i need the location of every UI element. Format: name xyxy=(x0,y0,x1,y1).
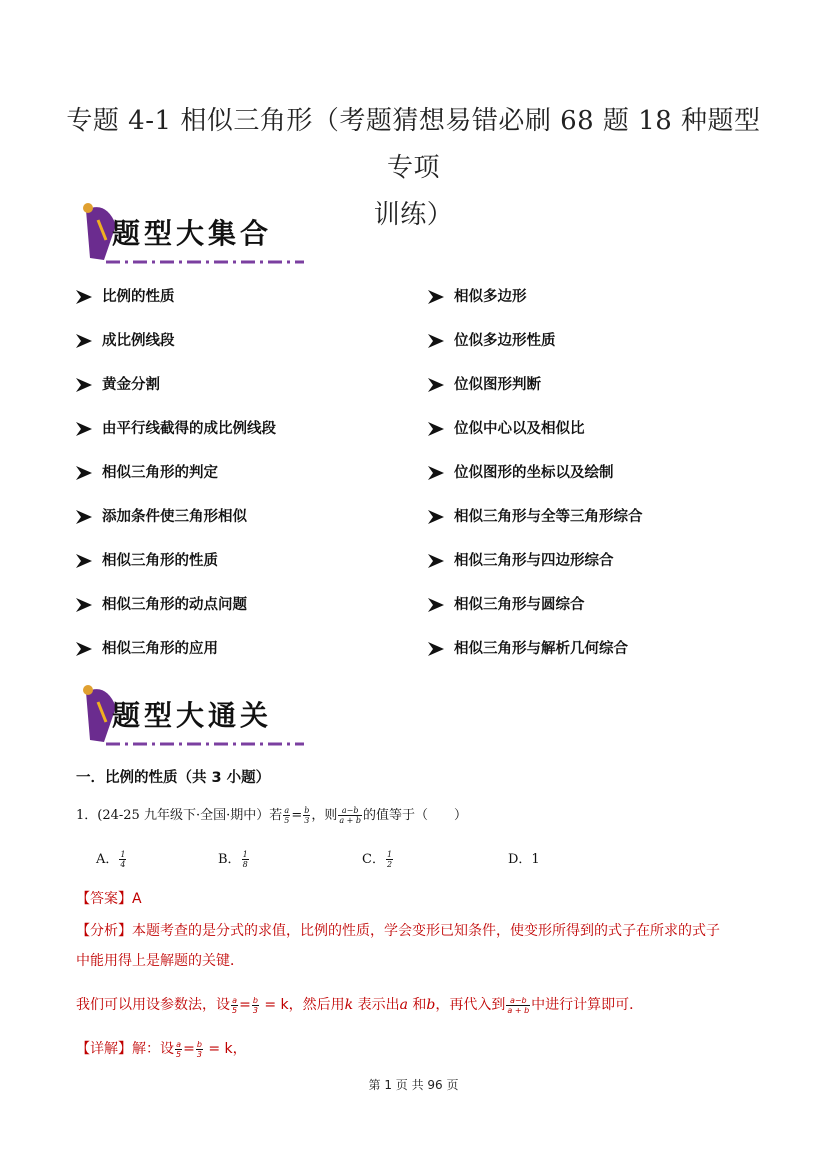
arrow-bullet-icon xyxy=(426,287,446,307)
topic-label: 相似多边形 xyxy=(454,289,527,305)
topic-label: 成比例线段 xyxy=(102,333,175,349)
topic-item xyxy=(74,548,218,574)
topic-item xyxy=(426,460,614,486)
title-line-1: 专题 4-1 相似三角形（考题猜想易错必刷 68 题 18 种题型专项 xyxy=(66,106,761,183)
option-b[interactable]: B． $\frac{1}{8}$ xyxy=(218,850,248,869)
topic-label: 由平行线截得的成比例线段 xyxy=(102,421,276,437)
topic-label: 位似中心以及相似比 xyxy=(454,421,585,437)
topic-item xyxy=(74,636,218,662)
arrow-bullet-icon xyxy=(426,331,446,351)
topic-item xyxy=(74,284,175,310)
topic-label: 位似多边形性质 xyxy=(454,333,556,349)
topic-item xyxy=(74,372,160,398)
question-1: 1．(24-25 九年级下·全国·期中）若 $\frac{a}{5}$ = $\frac{b}{3}$ ，则 $\frac{a-b}{a + b}$ 的值等于（ ） xyxy=(76,806,468,825)
topic-label: 位似图形的坐标以及绘制 xyxy=(454,465,614,481)
topic-item xyxy=(74,504,247,530)
section-banner-practice xyxy=(76,682,306,752)
page-footer: 第 1 页 共 96 页 xyxy=(368,1078,459,1092)
topic-item xyxy=(426,372,541,398)
arrow-bullet-icon xyxy=(74,507,94,527)
title-line-2: 训练） xyxy=(373,200,454,230)
topic-label: 比例的性质 xyxy=(102,289,175,305)
topic-item xyxy=(426,284,527,310)
topic-item xyxy=(74,460,218,486)
option-d[interactable]: D．1 xyxy=(508,852,540,867)
arrow-bullet-icon xyxy=(426,375,446,395)
topic-item xyxy=(426,636,628,662)
question-prefix: 1．(24-25 九年级下·全国·期中）若 xyxy=(76,808,283,823)
arrow-bullet-icon xyxy=(74,595,94,615)
fraction: $\frac{a-b}{a + b}$ xyxy=(339,806,362,825)
topic-label: 相似三角形与四边形综合 xyxy=(454,553,614,569)
topic-item xyxy=(74,328,175,354)
topic-label: 相似三角形与圆综合 xyxy=(454,597,585,613)
topic-item xyxy=(426,328,556,354)
arrow-bullet-icon xyxy=(74,287,94,307)
topic-label: 相似三角形的性质 xyxy=(102,553,218,569)
arrow-bullet-icon xyxy=(426,595,446,615)
fraction: $\frac{b}{3}$ xyxy=(304,806,310,825)
arrow-bullet-icon xyxy=(74,331,94,351)
arrow-bullet-icon xyxy=(74,419,94,439)
topic-item xyxy=(426,416,585,442)
topic-label: 相似三角形的应用 xyxy=(102,641,218,657)
answer-line: 【答案】A xyxy=(76,891,142,907)
arrow-bullet-icon xyxy=(74,551,94,571)
section-heading: 一．比例的性质（共 3 小题） xyxy=(76,770,271,786)
section-banner-collection xyxy=(76,200,306,270)
arrow-bullet-icon xyxy=(426,551,446,571)
topic-item xyxy=(426,548,614,574)
banner-title: 题型大通关 xyxy=(112,699,273,732)
arrow-bullet-icon xyxy=(74,375,94,395)
arrow-bullet-icon xyxy=(426,507,446,527)
topic-label: 相似三角形与全等三角形综合 xyxy=(454,509,643,525)
detail-paragraph: 【详解】解：设 $\frac{a}{5}$ = $\frac{b}{3}$ = k， xyxy=(76,1039,247,1059)
method-paragraph: 我们可以用设参数法，设 $\frac{a}{5}$ = $\frac{b}{3}$ = k，然后用k 表示出a 和b，再代入到 $\frac{a-b}{a + b}$ 中进行计算即可． xyxy=(76,995,644,1015)
option-c[interactable]: C． $\frac{1}{2}$ xyxy=(362,850,393,869)
topic-label: 相似三角形与解析几何综合 xyxy=(454,641,628,657)
topic-label: 相似三角形的动点问题 xyxy=(102,597,247,613)
topic-label: 位似图形判断 xyxy=(454,377,541,393)
banner-title: 题型大集合 xyxy=(112,217,273,250)
option-a[interactable]: A． $\frac{1}{4}$ xyxy=(96,850,126,869)
topic-item xyxy=(426,592,585,618)
arrow-bullet-icon xyxy=(74,639,94,659)
arrow-bullet-icon xyxy=(74,463,94,483)
fraction: $\frac{a}{5}$ xyxy=(284,806,290,825)
arrow-bullet-icon xyxy=(426,419,446,439)
arrow-bullet-icon xyxy=(426,639,446,659)
topic-label: 黄金分割 xyxy=(102,377,160,393)
arrow-bullet-icon xyxy=(426,463,446,483)
topic-label: 相似三角形的判定 xyxy=(102,465,218,481)
topic-item xyxy=(74,592,247,618)
topic-item xyxy=(426,504,643,530)
analysis-paragraph: 【分析】本题考查的是分式的求值，比例的性质，学会变形已知条件，使变形所得到的式子在所求的式子 中能用得上是解题的关键． xyxy=(76,923,720,969)
topic-item xyxy=(74,416,276,442)
topic-label: 添加条件使三角形相似 xyxy=(102,509,247,525)
